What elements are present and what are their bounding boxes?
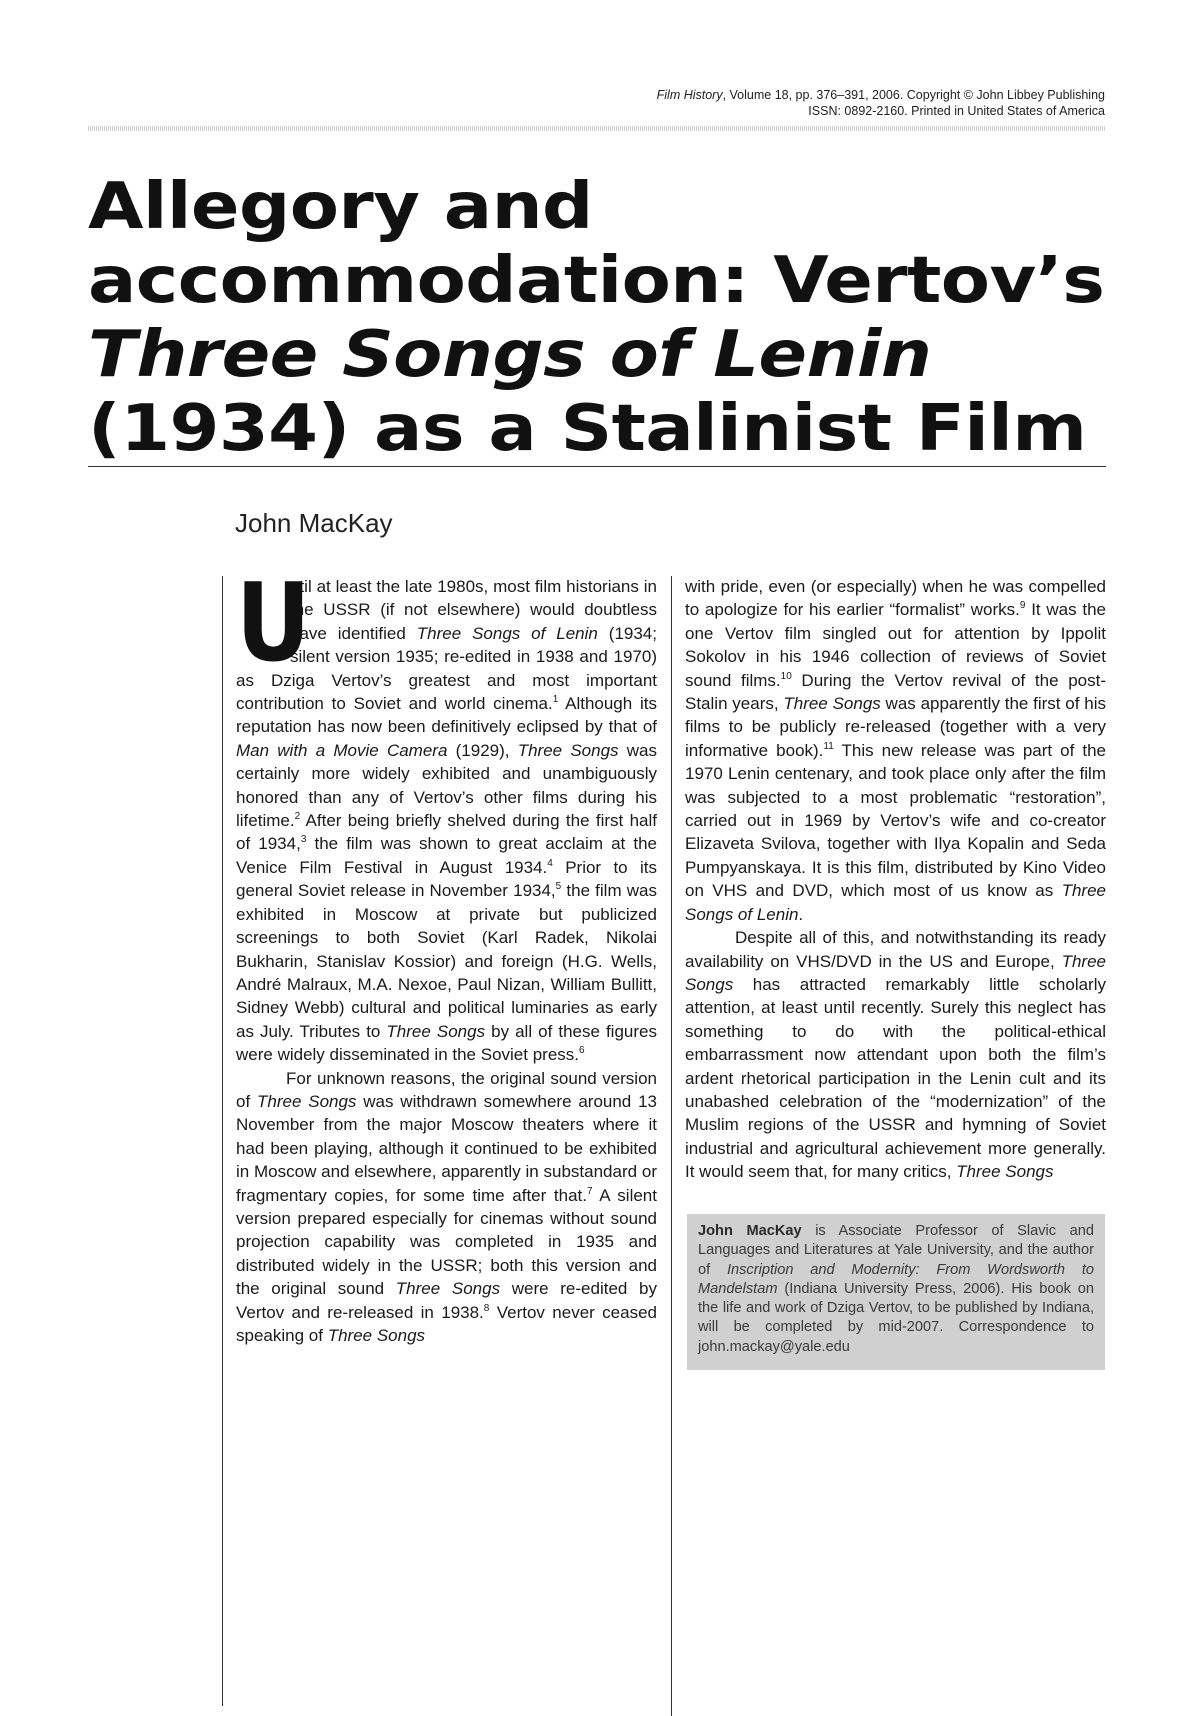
italic-title: Man with a Movie Camera (236, 740, 448, 760)
title-line-3-film-name: Three Songs of Lenin (88, 318, 932, 392)
paragraph: with pride, even (or especially) when he was compelled to apologize for his earlier “formalist” works.$^9$ It was the one Vertov film singled out for attention by Ippolit Sokolov in his 1946 collection of reviews of Soviet sound films.$^{10}$ During the Vertov revival of the post-Stalin years, Three Songs was apparently the first of his films to be publicly re-released (together with a very informative book).$^{11}$ This new release was part of the 1970 Lenin centenary, and took place only after the film was subjected to a most problematic “restoration”, carried out in 1969 by Vertov’s wife and co-creator Elizaveta Svilova, together with Ilya Kopalin and Seda Pumpyanskaya. It is this film, distributed by Kino Video on VHS and DVD, which most of us know as Three Songs of Lenin. (685, 577, 1107, 924)
left-column-rule (222, 576, 223, 1706)
italic-title: Three Songs (783, 694, 881, 714)
italic-title: Three Songs (517, 740, 619, 760)
body-column-right (685, 575, 1106, 1184)
title-divider (88, 466, 1106, 467)
italic-title: Inscription and Modernity: From Wordsworth to Mandelstam (698, 1261, 1094, 1297)
footnote-ref: 10 (780, 670, 792, 682)
title-line-4: (1934) as a Stalinist Film (88, 392, 1087, 466)
author-bio-box: John MacKay is Associate Professor of Slavic and Languages and Literatures at Yale University, and the author of Inscription and Modernity: From Wordsworth to Mandelstam (Indiana University Press, 2006). His book on the life and work of Dziga Vertov, to be published by Indiana, will be completed by mid-2007. Correspondence to john.mackay@yale.edu (687, 1214, 1105, 1370)
drop-cap: U (236, 561, 311, 686)
italic-title: Three Songs of Lenin (416, 623, 598, 643)
italic-title: Three Songs (327, 1326, 426, 1345)
paragraph (236, 561, 657, 1067)
footnote-ref: 8 (483, 1302, 490, 1314)
running-header (657, 87, 1105, 119)
footnote-ref: 11 (823, 740, 834, 752)
paragraph: For unknown reasons, the original sound version of Three Songs was withdrawn somewhere around 13 November from the major Moscow theaters where it had been playing, although it continued to be exhibited in Moscow and elsewhere, apparently in substandard or fragmentary copies, for some time after that.$^7$ A silent version prepared especially for cinemas without sound projection capability was completed in 1935 and distributed widely in the USSR; both this version and the original sound Three Songs were re-edited by Vertov and re-released in 1938.$^8$ Vertov never ceased speaking of Three Songs (236, 1068, 657, 1345)
citation-details: , Volume 18, pp. 376–391, 2006. Copyright © John Libbey Publishing (722, 88, 1105, 102)
footnote-ref: 1 (552, 694, 559, 706)
header-citation-line (657, 87, 1105, 103)
title-line-1: Allegory and (88, 170, 593, 244)
footnote-ref: 3 (300, 834, 307, 846)
author-name: John MacKay (235, 508, 393, 538)
header-issn-line: ISSN: 0892-2160. Printed in United States of America (808, 104, 1105, 118)
footnote-ref: 9 (1019, 600, 1026, 612)
italic-title: Three Songs (956, 1162, 1054, 1182)
header-divider (88, 126, 1106, 131)
paragraph: Despite all of this, and notwithstanding its ready availability on VHS/DVD in the US and Europe, Three Songs has attracted remarkably little scholarly attention, at least until recently. Surely this neglect has something to do with the political-ethical embarrassment now attendant upon both the film’s ardent rhetorical participation in the Lenin cult and its unabashed celebration of the “modernization” of the Muslim regions of the USSR and hymning of Soviet industrial and agricultural achievement more generally. It would seem that, for many critics, Three Songs (685, 928, 1106, 1182)
italic-title: Three Songs (386, 1021, 486, 1041)
journal-name: Film History (656, 88, 723, 102)
paragraph-text: ntil at least the late 1980s, most film historians in the USSR (if not elsewhere) would doubtless have identified Three Songs of Lenin (1934; silent version 1935; re-edited in 1938 and 1970) as Dziga Vertov’s greatest and most important contribution to Soviet and world cinema.$^1$ Although its reputation has now been definitively eclipsed by that of Man with a Movie Camera (1929), Three Songs was certainly more widely exhibited and unambiguously honored than any of Vertov’s other films during his lifetime.$^2$ After being briefly shelved during the first half of 1934,$^3$ the film was shown to great acclaim at the Venice Film Festival in August 1934.$^4$ Prior to its general Soviet release in November 1934,$^5$ the film was exhibited in Moscow at private but publicized screenings to both Soviet (Karl Radek, Nikolai Bukharin, Stanislav Kossior) and foreign (H.G. Wells, André Malraux, M.A. Nexoe, Paul Nizan, William Bullitt, Sidney Webb) cultural and political luminaries as early as July. Tributes to Three Songs by all of these figures were widely disseminated in the Soviet press.$^6$ (236, 577, 657, 1065)
bold-name: John MacKay (698, 1223, 802, 1239)
italic-title: Three Songs (395, 1279, 501, 1299)
footnote-ref: 5 (555, 881, 562, 893)
italic-title: Three Songs (257, 1091, 357, 1111)
right-column-rule (671, 576, 672, 1716)
footnote-ref: 2 (294, 811, 301, 823)
body-column-left (236, 561, 657, 1347)
footnote-ref: 7 (587, 1185, 593, 1197)
footnote-ref: 4 (547, 857, 553, 869)
italic-title: Three Songs of Lenin (685, 881, 1106, 924)
title-line-2: accommodation: Vertov’s (88, 244, 1105, 318)
article-title (88, 170, 1200, 466)
footnote-ref: 6 (579, 1045, 585, 1057)
italic-title: Three Songs (685, 951, 1106, 994)
